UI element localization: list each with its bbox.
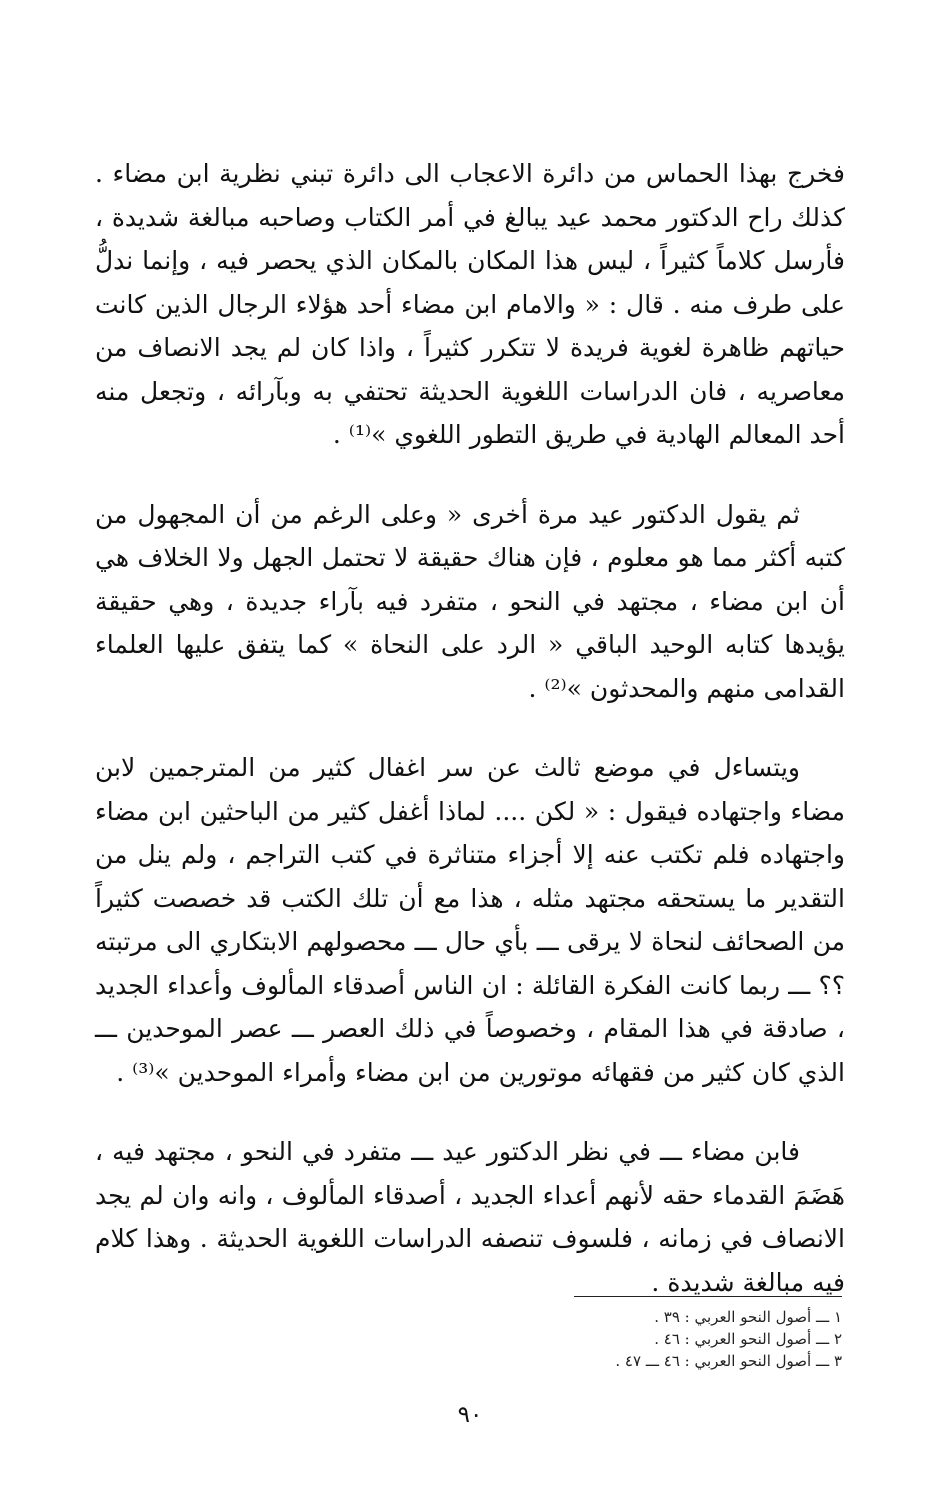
footnote-2: ٢ ـــ أصول النحو العربي : ٤٦ . bbox=[654, 1330, 842, 1348]
footnote-3: ٣ ـــ أصول النحو العربي : ٤٦ ـــ ٤٧ . bbox=[615, 1352, 842, 1370]
page-number: ٩٠ bbox=[457, 1402, 483, 1428]
paragraph-1: فخرج بهذا الحماس من دائرة الاعجاب الى دائرة تبني نظرية ابن مضاء . كذلك راح الدكتور محمد عيد يبالغ في أمر الكتاب وصاحبه مبالغة شديدة ، فأرسل كلاماً كثيراً ، ليس هذا المكان بالمكان الذي يحصر فيه ، وإنما ندلُّ على طرف منه . قال : « والامام ابن مضاء أحد هؤلاء الرجال الذين كانت حياتهم ظاهرة لغوية فريدة لا تتكرر كثيراً ، واذا كان لم يجد الانصاف من معاصريه ، فان الدراسات اللغوية الحديثة تحتفي به وبآرائه ، وتجعل منه أحد المعالم الهادية في طريق التطور اللغوي »⁽¹⁾ . bbox=[95, 159, 845, 449]
footnote-1: ١ ـــ أصول النحو العربي : ٣٩ . bbox=[654, 1308, 842, 1326]
footnotes-list bbox=[142, 1306, 842, 1372]
paragraph-3: ويتساءل في موضع ثالث عن سر اغفال كثير من المترجمين لابن مضاء واجتهاده فيقول : « لكن .... لماذا أغفل كثير من الباحثين ابن مضاء واجتهاده فلم تكتب عنه إلا أجزاء متناثرة في كتب التراجم ، ولم ينل من التقدير ما يستحقه مجتهد مثله ، هذا مع أن تلك الكتب قد خصصت كثيراً من الصحائف لنحاة لا يرقى ـــ بأي حال ـــ محصولهم الابتكاري الى مرتبته ؟؟ ـــ ربما كانت الفكرة القائلة : ان الناس أصدقاء المألوف وأعداء الجديد ، صادقة في هذا المقام ، وخصوصاً في ذلك العصر ـــ عصر الموحدين ـــ الذي كان كثير من فقهائه موتورين من ابن مضاء وأمراء الموحدين »⁽³⁾ . bbox=[95, 753, 845, 1087]
paragraph-4: فابن مضاء ـــ في نظر الدكتور عيد ـــ متفرد في النحو ، مجتهد فيه ، هَضَمَ القدماء حقه لأنهم أعداء الجديد ، أصدقاء المألوف ، وانه وان لم يجد الانصاف في زمانه ، فلسوف تنصفه الدراسات اللغوية الحديثة . وهذا كلام فيه مبالغة شديدة . bbox=[95, 1137, 845, 1297]
paragraph-2: ثم يقول الدكتور عيد مرة أخرى « وعلى الرغم من أن المجهول من كتبه أكثر مما هو معلوم ، فإن هناك حقيقة لا تحتمل الجهل ولا الخلاف هي أن ابن مضاء ، مجتهد في النحو ، متفرد فيه بآراء جديدة ، وهي حقيقة يؤيدها كتابه الوحيد الباقي « الرد على النحاة » كما يتفق عليها العلماء القدامى منهم والمحدثون »⁽²⁾ . bbox=[95, 499, 845, 703]
footnote-divider bbox=[574, 1296, 842, 1297]
